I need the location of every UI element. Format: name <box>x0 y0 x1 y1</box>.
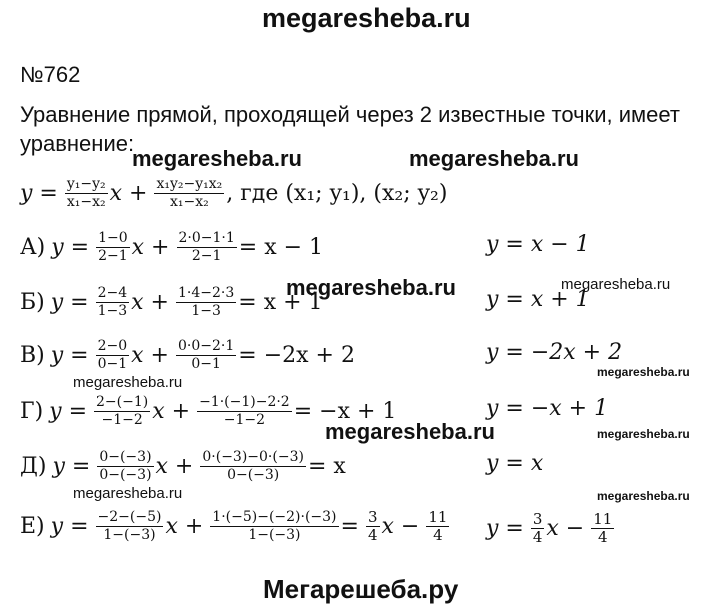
item-fraction-2 <box>177 230 237 265</box>
formula-fraction-1 <box>65 176 108 211</box>
item-fraction-2 <box>210 509 338 544</box>
answer-g: y = −x + 1 <box>486 396 609 421</box>
formula-mid: x + <box>109 180 148 206</box>
item-fraction-2 <box>200 449 306 484</box>
frac-den: 1−3 <box>191 302 221 319</box>
frac-den: 0−(−3) <box>99 466 152 483</box>
watermark: megaresheba.ru <box>409 146 579 171</box>
answer-a: y = x − 1 <box>486 232 590 257</box>
item-fraction-2 <box>176 338 236 373</box>
frac-num: 0·(−3)−0·(−3) <box>202 448 304 465</box>
frac-num: 11 <box>593 509 613 528</box>
answer-fraction-1 <box>531 511 545 546</box>
watermark: megaresheba.ru <box>597 489 690 503</box>
item-fraction-2 <box>197 394 292 429</box>
frac-den: 1−(−3) <box>103 526 156 543</box>
frac-num: 2−0 <box>97 337 128 354</box>
watermark: megaresheba.ru <box>73 374 183 391</box>
item-result-pre: = <box>340 513 359 539</box>
formula-f2-den: x₁−x₂ <box>170 193 209 210</box>
item-label: Д) <box>20 453 47 479</box>
item-result: = x − 1 <box>238 234 324 260</box>
frac-num: 1·(−5)−(−2)·(−3) <box>212 508 337 525</box>
frac-den: 4 <box>532 527 543 546</box>
item-v: В) y = $\frac{2-0}{0-1}$ x + $\frac{0\cdot 0-2\cdot 1}{0-1}$ = −2x + 2 <box>20 337 355 372</box>
frac-num: 0·0−2·1 <box>178 337 235 354</box>
frac-num: 1·4−2·3 <box>178 284 235 301</box>
formula-tail: , где (x₁; y₁), (x₂; y₂) <box>226 180 448 206</box>
watermark: megaresheba.ru <box>286 275 456 300</box>
frac-num: −1·(−1)−2·2 <box>199 393 290 410</box>
item-label: Г) <box>20 398 44 424</box>
watermark: megaresheba.ru <box>597 365 690 379</box>
site-footer: Мегарешеба.ру <box>263 574 459 604</box>
item-label: А) <box>20 234 46 260</box>
formula-f1-num: y₁−y₂ <box>66 175 106 192</box>
item-d: Д) y = $\frac{0-(-3)}{0-(-3)}$ x + $\frac{0\cdot(-3)-0\cdot(-3)}{0-(-3)}$ = x <box>20 448 346 483</box>
item-result: = −x + 1 <box>293 398 397 424</box>
item-b: Б) y = $\frac{2-4}{1-3}$ x + $\frac{1\cdot 4-2\cdot 3}{1-3}$ = x + 1 <box>20 284 323 319</box>
item-e: Е) y = $\frac{-2-(-5)}{1-(-3)}$ x + $\frac{1\cdot(-5)-(-2)\cdot(-3)}{1-(-3)}$ = $\frac{3}{4}$ x − $\frac{11}{4}$ <box>20 507 448 544</box>
item-label: В) <box>20 342 45 368</box>
frac-den: −1−2 <box>223 411 266 428</box>
frac-num: 11 <box>428 507 448 526</box>
item-result: = x <box>307 453 346 479</box>
item-label: Е) <box>20 513 45 539</box>
intro-text: Уравнение прямой, проходящей через 2 известные точки, имеет уравнение: <box>20 102 680 156</box>
frac-num: 3 <box>367 507 378 526</box>
frac-num: 1−0 <box>98 229 128 246</box>
frac-num: 3 <box>532 509 543 528</box>
answer-d: y = x <box>486 451 544 476</box>
watermark: megaresheba.ru <box>132 146 302 171</box>
item-g: Г) y = $\frac{2-(-1)}{-1-2}$ x + $\frac{-1\cdot(-1)-2\cdot 2}{-1-2}$ = −x + 1 <box>20 393 397 428</box>
frac-den: 0−(−3) <box>227 466 280 483</box>
item-fraction-1 <box>94 394 150 429</box>
answer-pre: y = <box>486 515 524 541</box>
answer-v: y = −2x + 2 <box>486 340 623 365</box>
result-fraction-2 <box>426 509 449 544</box>
answer-e <box>486 503 616 553</box>
frac-den: 0−1 <box>191 355 221 372</box>
frac-den: 4 <box>367 525 378 544</box>
site-header: megaresheba.ru <box>262 3 471 33</box>
watermark: megaresheba.ru <box>73 485 183 502</box>
frac-den: 4 <box>598 527 608 546</box>
watermark: megaresheba.ru <box>597 427 690 441</box>
frac-den: 1−(−3) <box>248 526 301 543</box>
general-formula <box>20 168 447 218</box>
item-fraction-1 <box>97 449 153 484</box>
frac-num: −2−(−5) <box>97 508 162 525</box>
item-fraction-1 <box>96 509 164 544</box>
frac-den: 0−1 <box>97 355 128 372</box>
formula-f1-den: x₁−x₂ <box>66 193 106 210</box>
item-a: А) y = $\frac{1-0}{2-1}$ x + $\frac{2\cdot 0-1\cdot 1}{2-1}$ = x − 1 <box>20 229 324 264</box>
frac-den: −1−2 <box>101 411 143 428</box>
watermark: megaresheba.ru <box>325 419 495 444</box>
watermark: megaresheba.ru <box>561 276 671 293</box>
item-fraction-1 <box>96 285 130 320</box>
item-label: Б) <box>20 289 45 315</box>
frac-num: 2−4 <box>97 284 128 301</box>
item-result: = x + 1 <box>238 289 323 315</box>
result-fraction-1 <box>366 509 380 544</box>
task-number: №762 <box>20 62 81 87</box>
item-fraction-2 <box>176 285 236 320</box>
item-result: = −2x + 2 <box>238 342 355 368</box>
frac-den: 2−1 <box>98 247 128 264</box>
answer-b: y = x + 1 <box>486 287 590 312</box>
result-mid: x − <box>381 513 420 539</box>
answer-fraction-2 <box>591 511 614 546</box>
formula-f2-num: x₁y₂−y₁x₂ <box>156 175 223 192</box>
item-fraction-1 <box>96 230 130 265</box>
frac-den: 4 <box>433 525 443 544</box>
answer-mid: x − <box>546 515 585 541</box>
frac-num: 2−(−1) <box>96 393 149 410</box>
frac-num: 2·0−1·1 <box>178 229 235 246</box>
item-fraction-1 <box>96 338 130 373</box>
formula-fraction-2 <box>154 176 224 211</box>
formula-lhs: y = <box>20 180 58 206</box>
frac-den: 1−3 <box>97 302 128 319</box>
frac-num: 0−(−3) <box>99 448 152 465</box>
frac-den: 2−1 <box>191 247 222 264</box>
